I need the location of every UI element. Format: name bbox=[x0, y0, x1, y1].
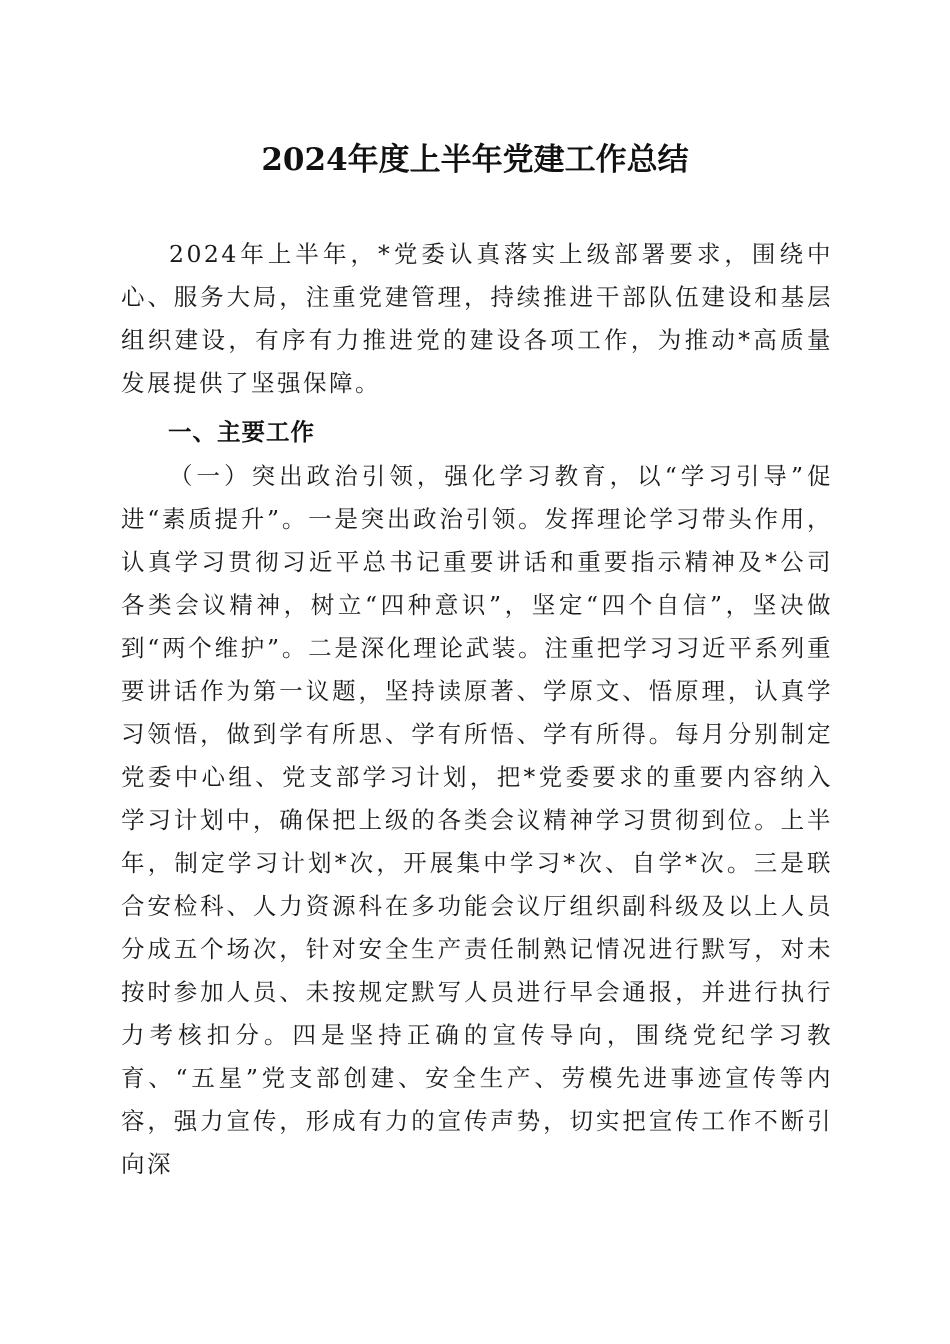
section-heading: 一、主要工作 bbox=[168, 418, 315, 446]
document-title: 2024年度上半年党建工作总结 bbox=[261, 142, 689, 178]
subsection-paragraph: （一）突出政治引领，强化学习教育，以“学习引导”促进“素质提升”。一是突出政治引领。发挥理论学习带头作用，认真学习贯彻习近平总书记重要讲话和重要指示精神及*公司各类会议精神，树立“四种意识”，坚定“四个自信”，坚决做到“两个维护”。二是深化理论武装。注重把学习习近平系列重要讲话作为第一议题，坚持读原著、学原文、悟原理，认真学习领悟，做到学有所思、学有所悟、学有所得。每月分别制定党委中心组、党支部学习计划，把*党委要求的重要内容纳入学习计划中，确保把上级的各类会议精神学习贯彻到位。上半年，制定学习计划*次，开展集中学习*次、自学*次。三是联合安检科、人力资源科在多功能会议厅组织副科级及以上人员分成五个场次，针对安全生产责任制熟记情况进行默写，对未按时参加人员、未按规定默写人员进行早会通报，并进行执行力考核扣分。四是坚持正确的宣传导向，围绕党纪学习教育、“五星”党支部创建、安全生产、劳模先进事迹宣传等内容，强力宣传，形成有力的宣传声势，切实把宣传工作不断引向深 bbox=[121, 462, 833, 1178]
intro-paragraph: 2024年上半年，*党委认真落实上级部署要求，围绕中心、服务大局，注重党建管理，持续推进干部队伍建设和基层组织建设，有序有力推进党的建设各项工作，为推动*高质量发展提供了坚强保障。 bbox=[121, 240, 833, 397]
